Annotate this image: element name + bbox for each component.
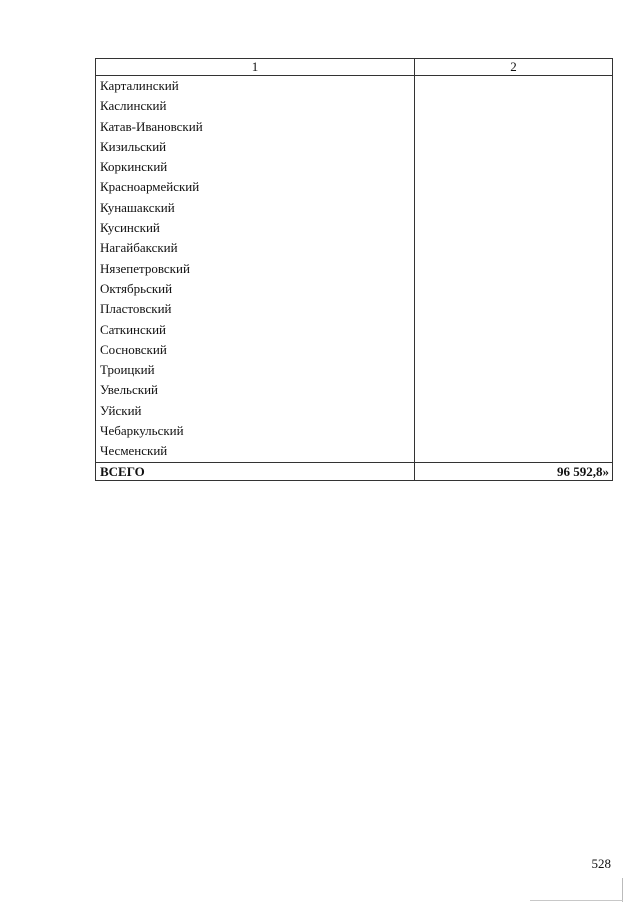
district-value	[415, 360, 613, 380]
table-row	[96, 441, 613, 462]
district-value	[415, 259, 613, 279]
table-row	[96, 218, 613, 238]
district-value	[415, 421, 613, 441]
district-name: Каслинский	[96, 96, 415, 116]
table-row	[96, 238, 613, 258]
district-value	[415, 238, 613, 258]
district-value	[415, 299, 613, 319]
total-row	[96, 462, 613, 480]
scan-corner-mark-horizontal	[530, 900, 623, 901]
table-row	[96, 157, 613, 177]
total-value: 96 592,8»	[415, 462, 613, 480]
district-name: Кунашакский	[96, 198, 415, 218]
districts-table	[95, 58, 613, 481]
district-name: Кусинский	[96, 218, 415, 238]
district-name: Катав-Ивановский	[96, 117, 415, 137]
district-value	[415, 117, 613, 137]
table-header-row	[96, 59, 613, 76]
district-value	[415, 218, 613, 238]
table-row	[96, 117, 613, 137]
total-label: ВСЕГО	[96, 462, 415, 480]
table-row	[96, 421, 613, 441]
table-row	[96, 279, 613, 299]
district-value	[415, 380, 613, 400]
scan-corner-mark-vertical	[622, 878, 623, 902]
table-row	[96, 360, 613, 380]
table-row	[96, 96, 613, 116]
district-value	[415, 279, 613, 299]
page-number: 528	[591, 856, 611, 871]
district-name: Октябрьский	[96, 279, 415, 299]
district-value	[415, 137, 613, 157]
table-row	[96, 299, 613, 319]
district-value	[415, 320, 613, 340]
column-header-2: 2	[415, 59, 613, 76]
table-body	[96, 76, 613, 463]
district-name: Чебаркульский	[96, 421, 415, 441]
table-row	[96, 259, 613, 279]
table-row	[96, 177, 613, 197]
district-name: Карталинский	[96, 76, 415, 97]
table-row	[96, 380, 613, 400]
district-name: Красноармейский	[96, 177, 415, 197]
table-row	[96, 320, 613, 340]
district-name: Сосновский	[96, 340, 415, 360]
column-header-1: 1	[96, 59, 415, 76]
district-name: Увельский	[96, 380, 415, 400]
district-value	[415, 198, 613, 218]
district-name: Пластовский	[96, 299, 415, 319]
table-row	[96, 137, 613, 157]
table-row	[96, 401, 613, 421]
district-name: Троицкий	[96, 360, 415, 380]
district-name: Коркинский	[96, 157, 415, 177]
district-value	[415, 157, 613, 177]
district-name: Саткинский	[96, 320, 415, 340]
district-value	[415, 76, 613, 97]
district-name: Уйский	[96, 401, 415, 421]
table-row	[96, 198, 613, 218]
district-value	[415, 441, 613, 462]
table-row	[96, 76, 613, 97]
district-name: Кизильский	[96, 137, 415, 157]
district-name: Нагайбакский	[96, 238, 415, 258]
district-value	[415, 401, 613, 421]
table-row	[96, 340, 613, 360]
district-value	[415, 177, 613, 197]
district-value	[415, 340, 613, 360]
district-name: Чесменский	[96, 441, 415, 462]
district-name: Нязепетровский	[96, 259, 415, 279]
district-value	[415, 96, 613, 116]
